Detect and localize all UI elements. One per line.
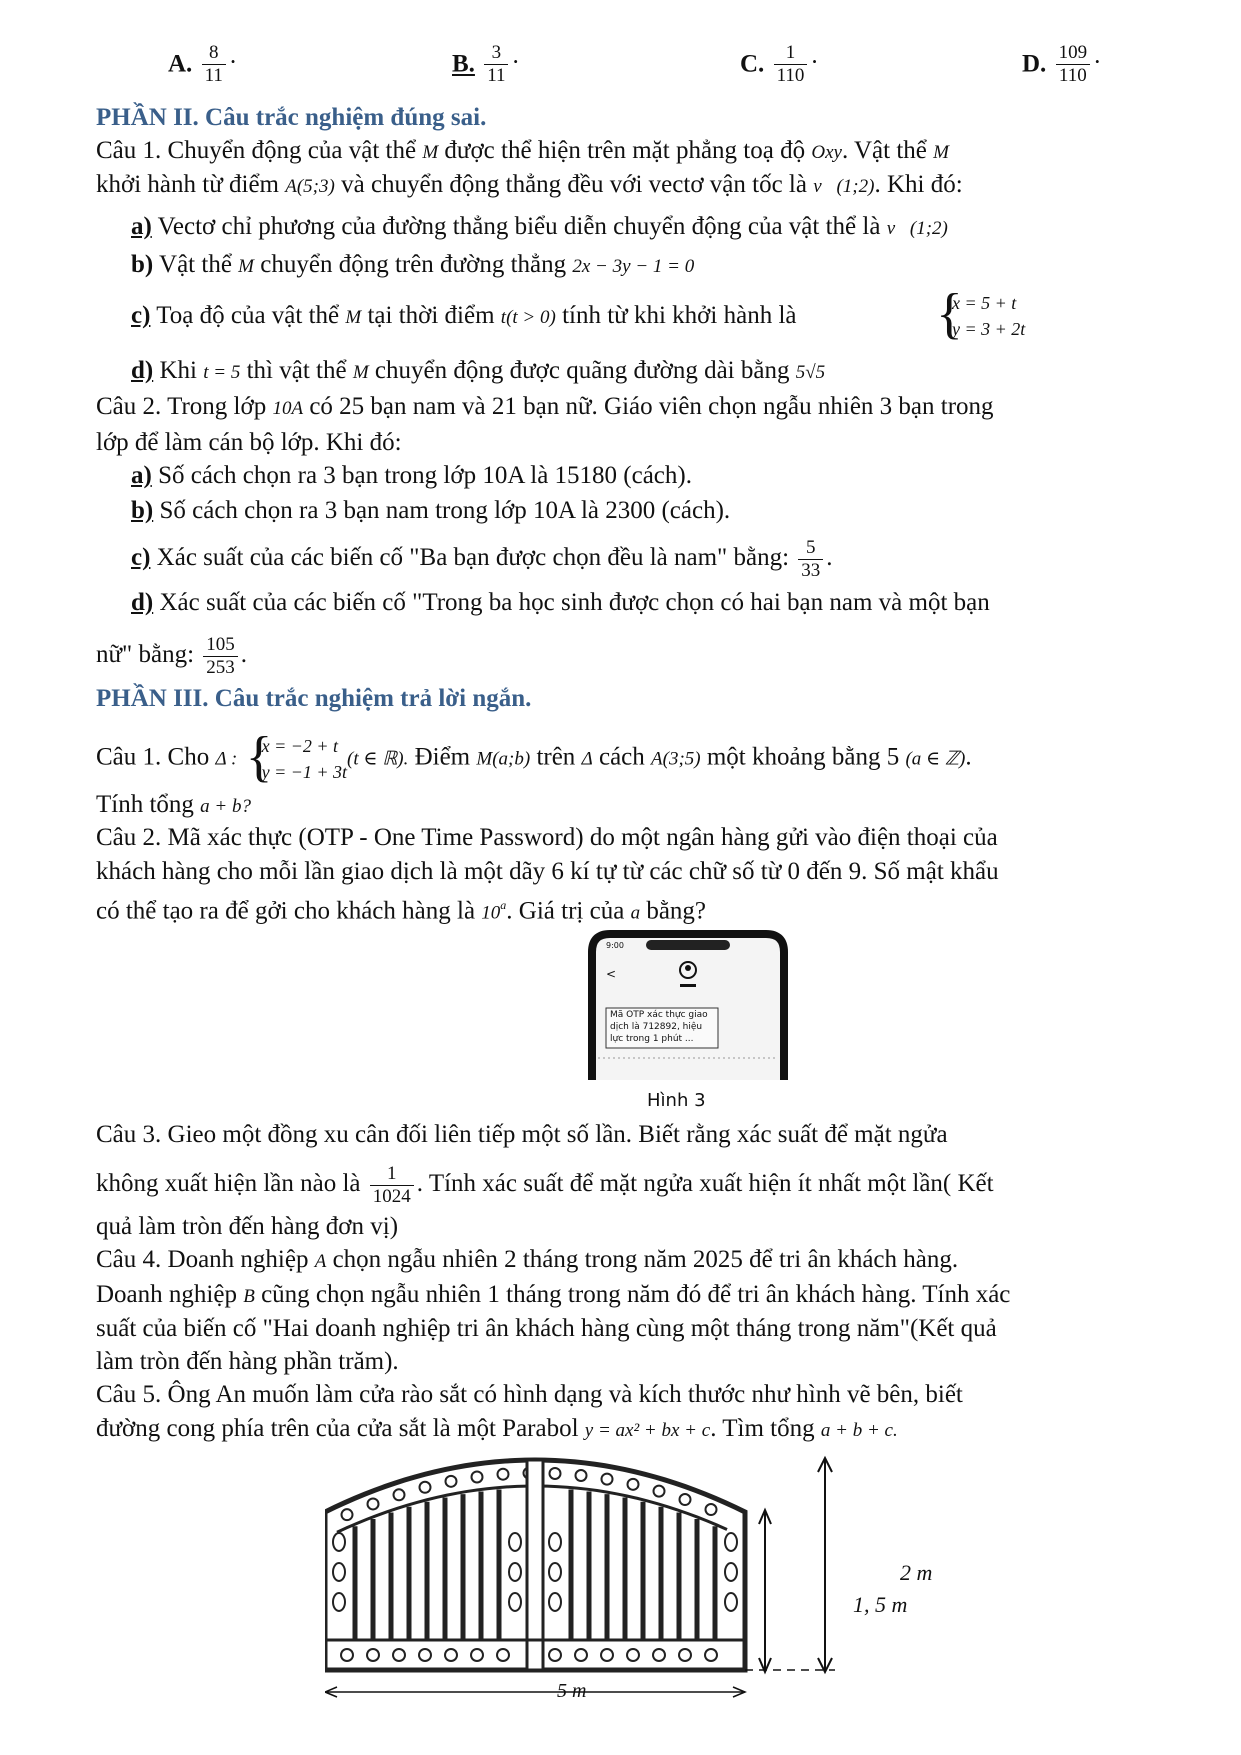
part3-heading: PHẦN III. Câu trắc nghiệm trả lời ngắn. — [96, 685, 532, 712]
p3-q1-line2: Tính tổng a + b? — [96, 791, 251, 818]
fraction: $\frac{3}{11}$ — [484, 42, 508, 87]
gate-bottom-ring — [601, 1649, 613, 1661]
width-label: 5 m — [557, 1680, 587, 1702]
gate-top-ring — [446, 1476, 457, 1487]
gate-bottom-ring — [549, 1649, 561, 1661]
gate-top-ring — [472, 1471, 483, 1482]
answer-c[interactable]: C. $\frac{1}{110}$ · — [740, 42, 819, 86]
gate-bottom-ring — [575, 1649, 587, 1661]
gate-ornament — [333, 1533, 345, 1551]
p2-q1-item-b: b) Vật thể M chuyển động trên đường thẳng 2x − 3y − 1 = 0 — [131, 251, 695, 278]
gate-ornament — [509, 1533, 521, 1551]
gate-top-ring — [680, 1494, 691, 1505]
gate-ornament — [725, 1593, 737, 1611]
p2-q1-item-a: a) Vectơ chỉ phương của đường thẳng biểu diễn chuyển động của vật thể là v⃗(1;2) — [131, 213, 948, 240]
gate-ornament — [549, 1593, 561, 1611]
gate-figure — [325, 1452, 965, 1702]
gate-top-ring — [602, 1474, 613, 1485]
p2-q1-system: { x = 5 + t y = 3 + 2t — [938, 290, 1058, 346]
fraction: $\frac{8}{11}$ — [202, 42, 226, 87]
gate-bottom-ring — [497, 1649, 509, 1661]
gate-top-ring — [394, 1489, 405, 1500]
gate-top-ring — [368, 1498, 379, 1509]
p2-q2-item-c: c) Xác suất của các biến cố "Ba bạn được chọn đều là nam" bằng: $\frac{5}{33}$ . — [131, 537, 833, 581]
svg-text:<: < — [606, 967, 617, 981]
height-label: 2 m — [900, 1560, 933, 1585]
gate-ornament — [509, 1593, 521, 1611]
otp-message: Mã OTP xác thực giao dịch là 712892, hiệu lực trong 1 phút ... — [610, 1010, 708, 1044]
answer-a[interactable]: A. $\frac{8}{11}$ · — [168, 42, 238, 86]
p3-q1-line1: Câu 1. Cho Δ : { x = −2 + t y = −1 + 3t (t ∈ ℝ). Điểm M(a;b) trên Δ cách A(3;5) một khoảng bằng 5 (a ∈ ℤ). — [96, 733, 972, 785]
fraction: $\frac{109}{110}$ — [1056, 42, 1091, 87]
p3-q4-line3: suất của biến cố "Hai doanh nghiệp tri ân khách hàng cùng một tháng trong năm"(Kết quả — [96, 1315, 997, 1342]
answer-d[interactable]: D. $\frac{109}{110}$ · — [1022, 42, 1102, 86]
gate-bottom-ring — [341, 1649, 353, 1661]
side-height-label: 1, 5 m — [853, 1592, 908, 1617]
p2-q1-line2: khởi hành từ điểm A(5;3) và chuyển động thẳng đều với vectơ vận tốc là v⃗(1;2). Khi đó: — [96, 171, 963, 198]
p2-q2-item-d-cont: nữ" bằng: $\frac{105}{253}$ . — [96, 634, 248, 678]
gate-bottom-ring — [653, 1649, 665, 1661]
p2-q2-item-a: a) Số cách chọn ra 3 bạn trong lớp 10A là 15180 (cách). — [131, 462, 692, 489]
gate-bottom-ring — [705, 1649, 717, 1661]
figure-caption: Hình 3 — [647, 1090, 706, 1111]
gate-top-ring — [706, 1504, 717, 1515]
p3-q3-line2: không xuất hiện lần nào là $\frac{1}{1024}$ . Tính xác suất để mặt ngửa xuất hiện ít nhất một lần( Kết — [96, 1163, 994, 1207]
answer-label: B. — [452, 50, 475, 78]
fraction: $\frac{1}{110}$ — [774, 42, 808, 87]
p3-q2-line2: khách hàng cho mỗi lần giao dịch là một dãy 6 kí tự từ các chữ số từ 0 đến 9. Số mật khẩu — [96, 858, 999, 885]
gate-top-ring — [498, 1469, 509, 1480]
gate-bottom-ring — [471, 1649, 483, 1661]
p3-q2-line3: có thể tạo ra để gởi cho khách hàng là 10$^a$. Giá trị của a bằng? — [96, 897, 707, 925]
answer-label: D. — [1022, 50, 1047, 78]
gate-top-ring — [576, 1470, 587, 1481]
p3-q3-line1: Câu 3. Gieo một đồng xu cân đối liên tiếp một số lần. Biết rằng xác suất để mặt ngửa — [96, 1121, 948, 1148]
gate-top-ring — [550, 1468, 561, 1479]
gate-bottom-ring — [419, 1649, 431, 1661]
p3-q4-line1: Câu 4. Doanh nghiệp A chọn ngẫu nhiên 2 tháng trong năm 2025 để tri ân khách hàng. — [96, 1246, 959, 1273]
part2-heading: PHẦN II. Câu trắc nghiệm đúng sai. — [96, 104, 487, 131]
p3-q4-line2: Doanh nghiệp B cũng chọn ngẫu nhiên 1 tháng trong năm đó để tri ân khách hàng. Tính xác — [96, 1281, 1011, 1308]
gate-ornament — [549, 1533, 561, 1551]
gate-bottom-ring — [627, 1649, 639, 1661]
p3-q5-line1: Câu 5. Ông An muốn làm cửa rào sắt có hình dạng và kích thước như hình vẽ bên, biết — [96, 1381, 963, 1408]
p3-q3-line3: quả làm tròn đến hàng đơn vị) — [96, 1213, 399, 1240]
answer-label: A. — [168, 50, 193, 78]
gate-bottom-ring — [393, 1649, 405, 1661]
phone-figure — [588, 928, 788, 1080]
p2-q1-line1: Câu 1. Chuyển động của vật thể M được thể hiện trên mặt phẳng toạ độ Oxy. Vật thể M — [96, 137, 949, 164]
gate-illustration — [325, 1452, 965, 1702]
p2-q1-item-d: d) Khi t = 5 thì vật thể M chuyển động được quãng đường dài bằng 5√5 — [131, 357, 826, 384]
gate-ornament — [725, 1533, 737, 1551]
svg-text:9:00: 9:00 — [606, 941, 624, 950]
gate-ornament — [549, 1563, 561, 1581]
gate-ornament — [509, 1563, 521, 1581]
p2-q2-item-d: d) Xác suất của các biến cố "Trong ba học sinh được chọn có hai bạn nam và một bạn — [131, 589, 990, 616]
p2-q2-item-b: b) Số cách chọn ra 3 bạn nam trong lớp 10A là 2300 (cách). — [131, 497, 731, 524]
gate-ornament — [725, 1563, 737, 1581]
p3-q4-line4: làm tròn đến hàng phần trăm). — [96, 1348, 399, 1375]
gate-top-ring — [420, 1482, 431, 1493]
gate-top-ring — [628, 1479, 639, 1490]
gate-bottom-ring — [367, 1649, 379, 1661]
p2-q2-line1: Câu 2. Trong lớp 10A có 25 bạn nam và 21 bạn nữ. Giáo viên chọn ngẫu nhiên 3 bạn trong — [96, 393, 994, 420]
p3-q5-line2: đường cong phía trên của cửa sắt là một Parabol y = ax² + bx + c. Tìm tổng a + b + c. — [96, 1415, 898, 1442]
p2-q2-line2: lớp để làm cán bộ lớp. Khi đó: — [96, 429, 402, 456]
answer-label: C. — [740, 50, 765, 78]
gate-ornament — [333, 1563, 345, 1581]
gate-top-ring — [342, 1509, 353, 1520]
phone-illustration — [588, 928, 788, 1080]
gate-bottom-ring — [679, 1649, 691, 1661]
p3-q2-line1: Câu 2. Mã xác thực (OTP - One Time Password) do một ngân hàng gửi vào điện thoại của — [96, 824, 998, 851]
gate-top-ring — [654, 1486, 665, 1497]
gate-bottom-ring — [445, 1649, 457, 1661]
gate-ornament — [333, 1593, 345, 1611]
p2-q1-item-c: c) Toạ độ của vật thể M tại thời điểm t(t > 0) tính từ khi khởi hành là — [131, 302, 797, 329]
answer-b[interactable]: B. $\frac{3}{11}$ · — [452, 42, 520, 86]
